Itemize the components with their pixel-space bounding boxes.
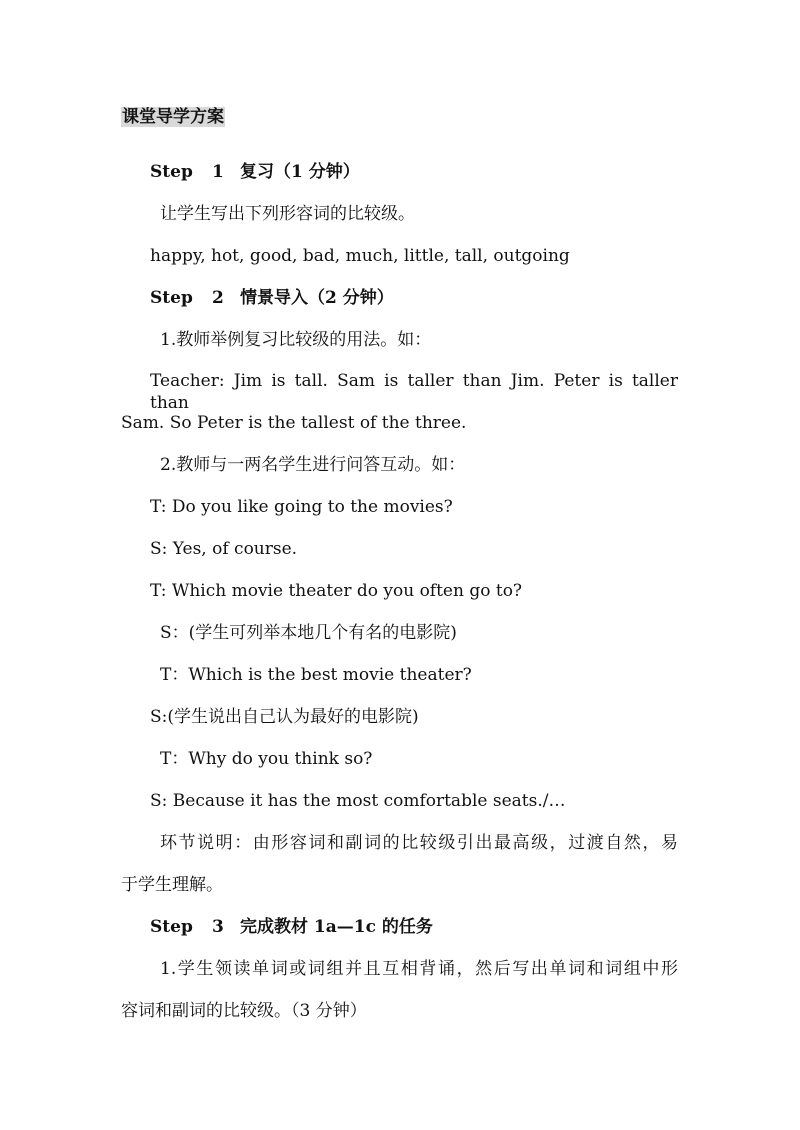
step2-word: Step [150, 288, 193, 308]
step1-word: Step [150, 162, 193, 182]
step2-number: 2 [212, 288, 224, 308]
dialogue-line: T: Which movie theater do you often go to? [150, 581, 523, 601]
step3-item1-line2: 容词和副词的比较级。（3 分钟） [121, 1001, 367, 1021]
step2-title: 情景导入（2 分钟） [240, 288, 394, 308]
step1-title: 复习（1 分钟） [240, 162, 360, 182]
dialogue-line: S:(学生说出自己认为最好的电影院) [150, 707, 419, 727]
adjective-list: happy, hot, good, bad, much, little, tall, outgoing [150, 246, 570, 266]
step3-heading [150, 916, 433, 938]
step3-item1-line1: 1.学生领读单词或词组并且互相背诵，然后写出单词和词组中形 [160, 959, 678, 979]
step1-number: 1 [212, 162, 224, 182]
teacher-example-line1: Teacher: Jim is tall. Sam is taller than Jim. Peter is taller than [150, 371, 678, 413]
dialogue-line: T：Why do you think so? [160, 749, 373, 769]
step2-item2: 2.教师与一两名学生进行问答互动。如： [160, 455, 466, 475]
dialogue-line: S：(学生可列举本地几个有名的电影院) [160, 623, 457, 643]
step3-word: Step [150, 917, 193, 937]
dialogue-line: T：Which is the best movie theater? [160, 665, 472, 685]
step3-number: 3 [212, 917, 224, 937]
teacher-example-line2: Sam. So Peter is the tallest of the three. [121, 413, 467, 433]
dialogue-line: T: Do you like going to the movies? [150, 497, 453, 517]
section-note-line1: 环节说明：由形容词和副词的比较级引出最高级，过渡自然，易 [160, 833, 678, 853]
section-title: 课堂导学方案 [122, 107, 224, 127]
section-title-wrapper [121, 106, 225, 128]
step1-heading [150, 161, 360, 183]
step2-heading [150, 287, 394, 309]
dialogue-line: S: Yes, of course. [150, 539, 298, 559]
step2-item1: 1.教师举例复习比较级的用法。如： [160, 330, 432, 350]
step1-instruction: 让学生写出下列形容词的比较级。 [160, 204, 415, 224]
step3-title: 完成教材 1a—1c 的任务 [240, 917, 433, 937]
section-note-line2: 于学生理解。 [121, 875, 223, 895]
dialogue-line: S: Because it has the most comfortable seats./… [150, 791, 566, 811]
